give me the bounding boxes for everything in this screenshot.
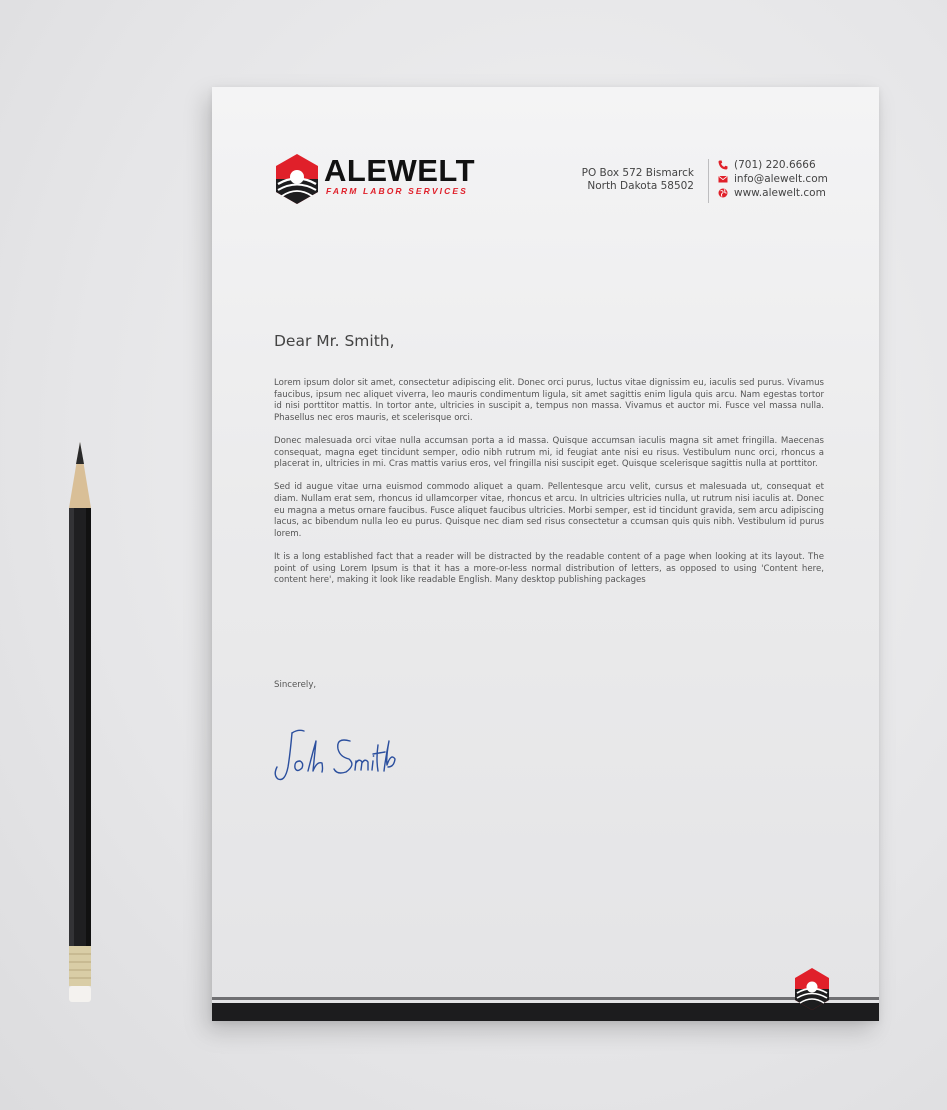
pencil-illustration (60, 440, 100, 1010)
body-paragraph-2: Donec malesuada orci vitae nulla accumsan porta a id massa. Quisque accumsan iaculis magna sit amet fringilla. Maecenas consequat, magna eget tincidunt semper, odio nibh rutrum mi, id feugiat ante nisi eu risus. Vestibulum nunc orci, rhoncus a placerat in, ultricies in mi. Cras mattis varius eros, vel fringilla nisi suscipit eget. Quisque scelerisque sagittis nulla at porttitor. (274, 435, 824, 470)
header-divider (708, 159, 709, 203)
body-paragraph-1: Lorem ipsum dolor sit amet, consectetur adipiscing elit. Donec orci purus, luctus vitae dignissim eu, iaculis sed purus. Vivamus faucibus, ipsum nec aliquet viverra, leo mauris condimentum ligula, sit amet sagittis enim ligula quis arcu. Nam egestas tortor id nisi porttitor mattis. In tortor ante, ultricies in suscipit a, tempus non massa. Vivamus et auctor mi. Fusce vel massa nulla. Phasellus nec eros mauris, et scelerisque orci. (274, 378, 824, 423)
globe-icon (718, 188, 728, 198)
letter-body (274, 378, 824, 598)
address-line-1: PO Box 572 Bismarck (581, 167, 694, 179)
contact-info (718, 158, 828, 200)
postal-address (582, 167, 694, 193)
brand-name: ALEWELT (324, 153, 476, 188)
footer-hexagon-logo-icon (794, 967, 830, 1011)
letter-greeting: Dear Mr. Smith, (274, 332, 395, 350)
phone-number: (701) 220.6666 (734, 159, 816, 171)
contact-website-row (718, 186, 828, 200)
body-paragraph-3: Sed id augue vitae urna euismod commodo aliquet a quam. Pellentesque arcu velit, cursus et malesuada ut, consequat et diam. Nullam erat sem, rhoncus id ullamcorper vitae, rhoncus et arcu. In ultricies ultricies nulla, ut rutrum nisi iaculis at. Donec eu magna a metus ornare faucibus. Fusce aliquet faucibus ultricies. Morbi semper, est id tincidunt gravida, sem arcu adipiscing lacus, ac bibendum nulla leo eu purus. Quisque nec diam sed risus consectetur a ccumsan quis quis nibh. Vestibulum id purus lorem. (274, 482, 824, 539)
footer-band (212, 1003, 879, 1021)
handwritten-signature (270, 727, 400, 787)
envelope-icon (718, 174, 728, 184)
hexagon-farm-logo-icon (274, 153, 320, 205)
contact-email-row (718, 172, 828, 186)
letter-closing: Sincerely, (274, 680, 317, 690)
phone-icon (718, 160, 728, 170)
body-paragraph-4: It is a long established fact that a reader will be distracted by the readable content of a page when looking at its layout. The point of using Lorem Ipsum is that it has a more-or-less normal distribution of letters, as opposed to using 'Content here, content here', making it look like readable English. Many desktop publishing packages (274, 551, 824, 586)
contact-phone-row (718, 158, 828, 172)
letterhead-page (212, 87, 879, 1021)
company-logo (274, 153, 504, 205)
email-address: info@alewelt.com (734, 173, 828, 185)
footer-rule (212, 997, 879, 1000)
brand-tagline: FARM LABOR SERVICES (326, 186, 468, 196)
address-line-2: North Dakota 58502 (587, 180, 694, 192)
website-url: www.alewelt.com (734, 187, 826, 199)
